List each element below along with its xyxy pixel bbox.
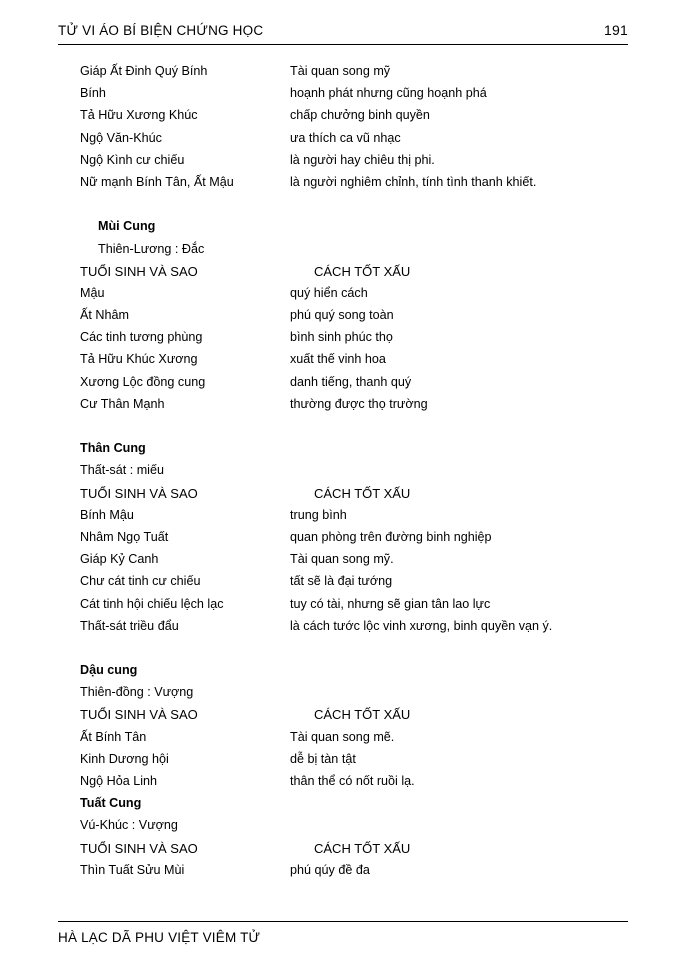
entry-row xyxy=(58,309,628,331)
column-header-right: CÁCH TỐT XẤU xyxy=(314,485,411,501)
entry-row xyxy=(58,243,628,265)
entry-row xyxy=(58,575,628,597)
entry-row xyxy=(58,819,628,841)
entry-description: chấp chưởng binh quyền xyxy=(290,108,430,123)
entry-description: là cách tước lộc vinh xương, binh quyền vạn ý. xyxy=(290,618,553,633)
entry-description: là người nghiêm chỉnh, tính tình thanh khiết. xyxy=(290,174,537,189)
section-heading-row xyxy=(58,797,628,819)
entry-term: Ngộ Hỏa Linh xyxy=(80,774,158,788)
entry-row xyxy=(58,132,628,154)
column-header-row xyxy=(58,487,628,509)
entry-term: Ngộ Văn-Khúc xyxy=(80,130,162,145)
entry-term: Cát tinh hội chiếu lệch lạc xyxy=(80,596,224,611)
entry-description: trung bình xyxy=(290,507,347,522)
section-heading-row xyxy=(58,664,628,686)
column-header-left: TUỔI SINH VÀ SAO xyxy=(80,840,198,856)
entry-term: Mậu xyxy=(80,285,105,300)
entry-row xyxy=(58,154,628,176)
entry-term: Ất Nhâm xyxy=(80,308,129,323)
entry-term: Kinh Dương hội xyxy=(80,751,169,766)
entry-term: Thiên-Lương : Đắc xyxy=(98,241,205,256)
column-header-right: CÁCH TỐT XẤU xyxy=(314,840,411,856)
entry-row xyxy=(58,553,628,575)
section-heading-label: Dậu cung xyxy=(80,663,138,678)
entry-description: danh tiếng, thanh quý xyxy=(290,374,412,389)
page-body xyxy=(58,45,628,886)
entry-row xyxy=(58,620,628,642)
entry-term: Tả Hữu Xương Khúc xyxy=(80,108,198,123)
entry-term: Giáp Kỷ Canh xyxy=(80,552,159,567)
row-spacer xyxy=(58,420,628,442)
entry-row xyxy=(58,109,628,131)
row-spacer xyxy=(58,642,628,664)
header-title: TỬ VI ÁO BÍ BIỆN CHỨNG HỌC xyxy=(58,23,264,38)
section-heading-row xyxy=(58,220,628,242)
column-header-row xyxy=(58,842,628,864)
entry-description: thường được thọ trường xyxy=(290,396,428,411)
entry-term: Thiên-đồng : Vượng xyxy=(80,685,194,700)
section-heading-row xyxy=(58,442,628,464)
entry-row xyxy=(58,753,628,775)
entry-description: Tài quan song mỹ. xyxy=(290,552,394,567)
entry-row xyxy=(58,376,628,398)
entry-row xyxy=(58,598,628,620)
entry-row xyxy=(58,398,628,420)
entry-description: phú quý song toàn xyxy=(290,308,394,323)
entry-row xyxy=(58,287,628,309)
entry-term: Ngộ Kình cư chiếu xyxy=(80,152,185,167)
column-header-left: TUỔI SINH VÀ SAO xyxy=(80,707,198,723)
row-spacer xyxy=(58,198,628,220)
entry-row xyxy=(58,65,628,87)
column-header-left: TUỔI SINH VÀ SAO xyxy=(80,263,198,279)
entry-description: Tài quan song mẽ. xyxy=(290,729,395,744)
section-heading-label: Mùi Cung xyxy=(98,219,156,234)
entry-term: Vú-Khúc : Vượng xyxy=(80,818,178,833)
entry-row xyxy=(58,775,628,797)
entry-row xyxy=(58,864,628,886)
entry-description: tuy có tài, nhưng sẽ gian tân lao lực xyxy=(290,596,491,611)
section-heading-label: Thân Cung xyxy=(80,441,146,456)
entry-term: Chư cát tinh cư chiếu xyxy=(80,574,201,589)
entry-term: Xương Lộc đồng cung xyxy=(80,374,206,389)
entry-description: quan phòng trên đường binh nghiệp xyxy=(290,529,492,544)
entry-row xyxy=(58,731,628,753)
column-header-row xyxy=(58,265,628,287)
column-header-left: TUỔI SINH VÀ SAO xyxy=(80,485,198,501)
entry-description: Tài quan song mỹ xyxy=(290,64,391,78)
entry-term: Bính Mậu xyxy=(80,507,134,522)
entry-row xyxy=(58,509,628,531)
entry-description: tất sẽ là đại tướng xyxy=(290,574,393,589)
entry-row xyxy=(58,353,628,375)
entry-row xyxy=(58,176,628,198)
entry-term: Giáp Ất Đinh Quý Bính xyxy=(80,64,208,78)
entry-term: Ất Bính Tân xyxy=(80,729,147,744)
column-header-row xyxy=(58,708,628,730)
header-page-number: 191 xyxy=(604,22,628,38)
entry-term: Cư Thân Mạnh xyxy=(80,396,165,411)
entry-term: Bính xyxy=(80,86,106,101)
entry-description: hoạnh phát nhưng cũng hoạnh phá xyxy=(290,86,487,101)
column-header-right: CÁCH TỐT XẤU xyxy=(314,707,411,723)
entry-description: bình sinh phúc thọ xyxy=(290,330,393,345)
entry-term: Nhâm Ngọ Tuất xyxy=(80,529,169,544)
entry-term: Thất-sát : miếu xyxy=(80,463,164,478)
entry-row xyxy=(58,464,628,486)
entry-row xyxy=(58,87,628,109)
entry-row xyxy=(58,531,628,553)
entry-description: ưa thích ca vũ nhạc xyxy=(290,130,401,145)
entry-description: phú qúy đề đa xyxy=(290,862,370,877)
entry-term: Thìn Tuất Sửu Mùi xyxy=(80,862,185,877)
entry-row xyxy=(58,686,628,708)
entry-term: Tả Hữu Khúc Xương xyxy=(80,352,198,367)
entry-description: xuất thế vinh hoa xyxy=(290,352,386,367)
column-header-right: CÁCH TỐT XẤU xyxy=(314,263,411,279)
section-heading-label: Tuất Cung xyxy=(80,796,142,811)
entry-term: Thất-sát triều đẩu xyxy=(80,618,179,633)
entry-term: Các tinh tương phùng xyxy=(80,330,203,345)
page-header xyxy=(58,22,628,45)
entry-description: quý hiển cách xyxy=(290,285,368,300)
entry-description: thân thể có nốt ruồi lạ. xyxy=(290,774,415,788)
entry-row xyxy=(58,331,628,353)
entry-term: Nữ mạnh Bính Tân, Ất Mậu xyxy=(80,174,234,189)
entry-description: dễ bị tàn tật xyxy=(290,751,356,766)
footer-text: HÀ LẠC DÃ PHU VIỆT VIÊM TỬ xyxy=(58,930,261,945)
page-footer xyxy=(58,921,628,945)
entry-description: là người hay chiêu thị phi. xyxy=(290,152,435,167)
